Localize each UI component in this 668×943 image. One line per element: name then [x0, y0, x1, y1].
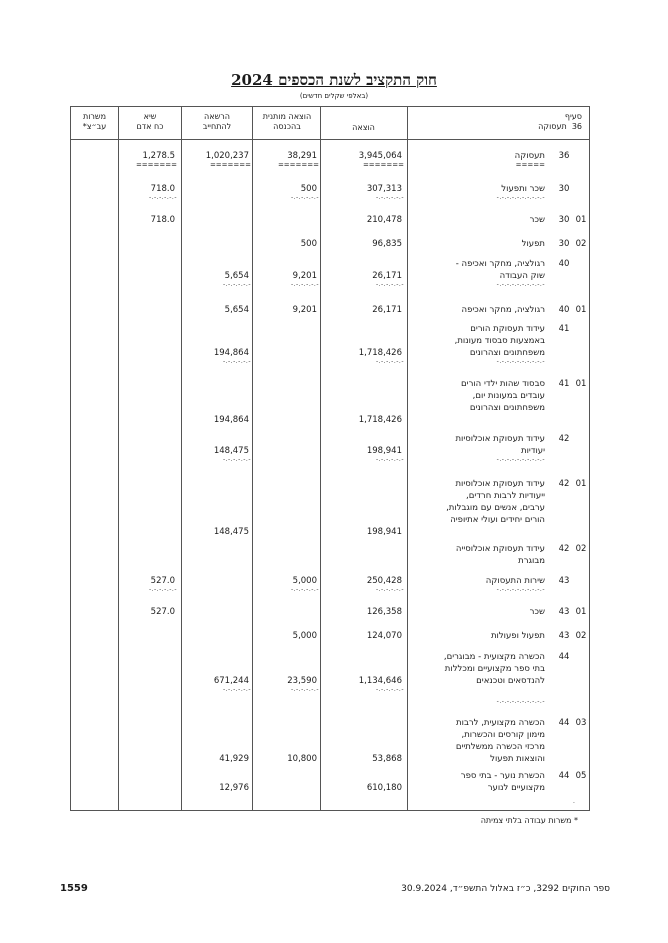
row-separator: =======	[362, 161, 404, 169]
row-code-1: 42	[558, 434, 570, 444]
row-code-1: 44	[558, 771, 570, 781]
row-exp: 307,313	[366, 184, 402, 194]
row-code-2: 01	[575, 479, 587, 489]
row-separator: -.-.-.-.-.-	[222, 281, 251, 288]
row-code-1: 40	[558, 259, 570, 269]
page-number: 1559	[60, 883, 88, 894]
header-peak	[120, 112, 180, 132]
header-divider	[70, 139, 590, 140]
row-exp: 124,070	[366, 631, 402, 641]
row-name: תעסוקה	[514, 151, 545, 161]
row-code-2: 05	[575, 771, 587, 781]
row-code-1: 43	[558, 631, 570, 641]
row-name: שכר	[529, 607, 545, 617]
row-code-1: 30	[558, 239, 570, 249]
row-separator: -.-.-.-.-.-	[375, 586, 404, 593]
row-separator: -.-.-.-.-.-	[375, 456, 404, 463]
header-expense: הוצאה	[352, 123, 375, 132]
row-code-1: 30	[558, 184, 570, 194]
header-posts-2: עב״צ*	[82, 122, 107, 131]
row-auth: 12,976	[219, 783, 249, 793]
row-cond: 5,000	[292, 631, 317, 641]
row-auth: 1,020,237	[205, 151, 249, 161]
row-auth: 5,654	[224, 271, 249, 281]
header-section	[530, 112, 582, 132]
name-separator: -.-.-.-.-.-.-.-.-.-	[496, 456, 545, 463]
column-divider	[118, 106, 119, 811]
header-section-num-line	[530, 122, 582, 132]
row-separator: -.-.-.-.-.-	[222, 686, 251, 693]
row-separator: -.-.-.-.-.-	[290, 281, 319, 288]
row-code-1: 42	[558, 544, 570, 554]
footer-reference: ספר החוקים 3292, כ״ז באלול התשפ״ד, 30.9.2024	[401, 884, 610, 894]
page-subtitle: (באלפי שקלים חדשים)	[299, 92, 369, 100]
header-commitment-2: להתחייב	[202, 122, 232, 131]
row-separator: -.-.-.-.-.-	[375, 358, 404, 365]
row-code-2: 02	[575, 631, 587, 641]
row-code-2: 01	[575, 305, 587, 315]
row-code-1: 41	[558, 324, 570, 334]
row-separator: =======	[277, 161, 319, 169]
row-exp: 126,358	[366, 607, 402, 617]
row-exp: 53,868	[372, 754, 402, 764]
row-exp: 3,945,064	[358, 151, 402, 161]
column-divider	[181, 106, 182, 811]
row-name: תפעול	[521, 239, 545, 249]
row-separator: -.-.-.-.-.-	[222, 358, 251, 365]
row-code-1: 42	[558, 479, 570, 489]
row-code-2: 01	[575, 379, 587, 389]
row-auth: 148,475	[213, 527, 249, 537]
column-divider	[407, 106, 408, 811]
row-auth: 41,929	[219, 754, 249, 764]
column-divider	[320, 106, 321, 811]
row-auth: 671,244	[213, 676, 249, 686]
row-exp: 610,180	[366, 783, 402, 793]
row-name: הכשרה מקצועית, לרבות מימון קורסים והכשרות, מרכזי הכשרה ממשלתיים והוצאות תפעול	[455, 718, 545, 764]
row-code-2: 02	[575, 544, 587, 554]
row-name: עידוד תעסוקת אוכלוסייה מבוגרת	[455, 544, 545, 566]
row-name: הכשרה מקצועית - מבוגרים, בתי ספר מקצועיים ומכללות להנדסאים וטכנאים	[443, 652, 545, 686]
row-separator: -.-.-.-.-.-	[375, 686, 404, 693]
row-code-1: 36	[558, 151, 570, 161]
row-code-1: 43	[558, 576, 570, 586]
header-section-num: 36	[571, 122, 582, 131]
row-exp: 1,134,646	[358, 676, 402, 686]
name-separator: -.-.-.-.-.-.-.-.-.-	[496, 281, 545, 288]
column-divider	[252, 106, 253, 811]
row-exp: 26,171	[372, 305, 402, 315]
header-peak-2: כח אדם	[136, 122, 164, 131]
row-separator: -.-.-.-.-.-	[375, 281, 404, 288]
row-code-2: 01	[575, 607, 587, 617]
row-auth: 194,864	[213, 415, 249, 425]
row-name: עידוד תעסוקת אוכלוסיות יעודיות	[455, 434, 545, 456]
name-separator: -.-.-.-.-.-.-.-.-.-	[496, 194, 545, 201]
row-code-1: 40	[558, 305, 570, 315]
row-code-1: 44	[558, 718, 570, 728]
header-commitment-1: הרשאה	[204, 112, 230, 121]
header-posts-1: משרות	[82, 112, 107, 121]
row-code-1: 43	[558, 607, 570, 617]
header-conditional: הוצאה מותנית בהכנסה	[262, 112, 312, 131]
row-separator: -.-.-.-.-.-	[290, 686, 319, 693]
name-separator: -.-.-.-.-.-.-.-.-.-	[496, 586, 545, 593]
header-commitment	[183, 112, 251, 132]
row-name: הכשרת נוער - בתי ספר מקצועיים לנוער	[460, 771, 545, 793]
row-cond: 38,291	[287, 151, 317, 161]
row-name: רגולציה, מחקר ואכיפה	[461, 305, 545, 315]
row-separator: -.-.-.-.-.-	[148, 586, 177, 593]
row-name: שכר ותפעול	[501, 184, 545, 194]
row-exp: 198,941	[366, 527, 402, 537]
row-code-1: 44	[558, 652, 570, 662]
row-auth: 5,654	[224, 305, 249, 315]
row-code-2: 02	[575, 239, 587, 249]
row-separator: =======	[135, 161, 177, 169]
row-peak: 1,278.5	[142, 151, 175, 161]
row-separator: =======	[209, 161, 251, 169]
row-name: רגולציה, מחקר ואכיפה - שוק העבודה	[455, 259, 545, 281]
row-exp: 250,428	[366, 576, 402, 586]
row-exp: 96,835	[372, 239, 402, 249]
row-peak: 718.0	[150, 215, 175, 225]
name-separator: =====	[515, 161, 545, 169]
row-name: שירות התעסוקה	[485, 576, 545, 586]
row-exp: 1,718,426	[358, 348, 402, 358]
row-code-2: 03	[575, 718, 587, 728]
row-cond: 10,800	[287, 754, 317, 764]
mark: ·	[573, 800, 575, 807]
row-exp: 198,941	[366, 446, 402, 456]
header-peak-1: שיא	[143, 112, 157, 121]
row-cond: 9,201	[292, 305, 317, 315]
header-section-label: סעיף	[564, 112, 582, 121]
row-separator: -.-.-.-.-.-	[148, 194, 177, 201]
row-name: תפעול ופעולות	[490, 631, 545, 641]
row-cond: 9,201	[292, 271, 317, 281]
row-exp: 1,718,426	[358, 415, 402, 425]
row-cond: 500	[300, 184, 317, 194]
name-separator: -.-.-.-.-.-.-.-.-.-	[496, 358, 545, 365]
row-code-1: 41	[558, 379, 570, 389]
header-section-name: תעסוקה	[538, 122, 567, 131]
row-name: עידוד תעסוקת אוכלוסיות ייעודיות לרבות חרדים, ערבים, אנשים עם מוגבלות, הורים יחידים ועולי אתיופיה	[446, 479, 545, 525]
row-peak: 718.0	[150, 184, 175, 194]
row-peak: 527.0	[150, 607, 175, 617]
row-name: סבסוד שהות ילדי הורים עובדים במעונות יום, משפחתונים וצהרונים	[461, 379, 545, 413]
row-separator: -.-.-.-.-.-	[375, 194, 404, 201]
row-separator: -.-.-.-.-.-	[290, 586, 319, 593]
row-exp: 210,478	[366, 215, 402, 225]
footnote: * משרות עבודה בלתי צמיתה	[480, 816, 578, 825]
name-separator: -.-.-.-.-.-.-.-.-.-	[496, 698, 545, 705]
row-code-2: 01	[575, 215, 587, 225]
row-name: שכר	[529, 215, 545, 225]
row-exp: 26,171	[372, 271, 402, 281]
row-peak: 527.0	[150, 576, 175, 586]
row-cond: 23,590	[287, 676, 317, 686]
row-cond: 5,000	[292, 576, 317, 586]
header-posts	[72, 112, 117, 132]
row-cond: 500	[300, 239, 317, 249]
page-title: חוק התקציב לשנת הכספים 2024	[231, 71, 437, 89]
row-auth: 194,864	[213, 348, 249, 358]
row-name: עידוד תעסוקת הורים באמצעות סבסוד מעונות, משפחתונים וצהרונים	[454, 324, 545, 358]
row-code-1: 30	[558, 215, 570, 225]
row-auth: 148,475	[213, 446, 249, 456]
row-separator: -.-.-.-.-.-	[290, 194, 319, 201]
row-separator: -.-.-.-.-.-	[222, 456, 251, 463]
